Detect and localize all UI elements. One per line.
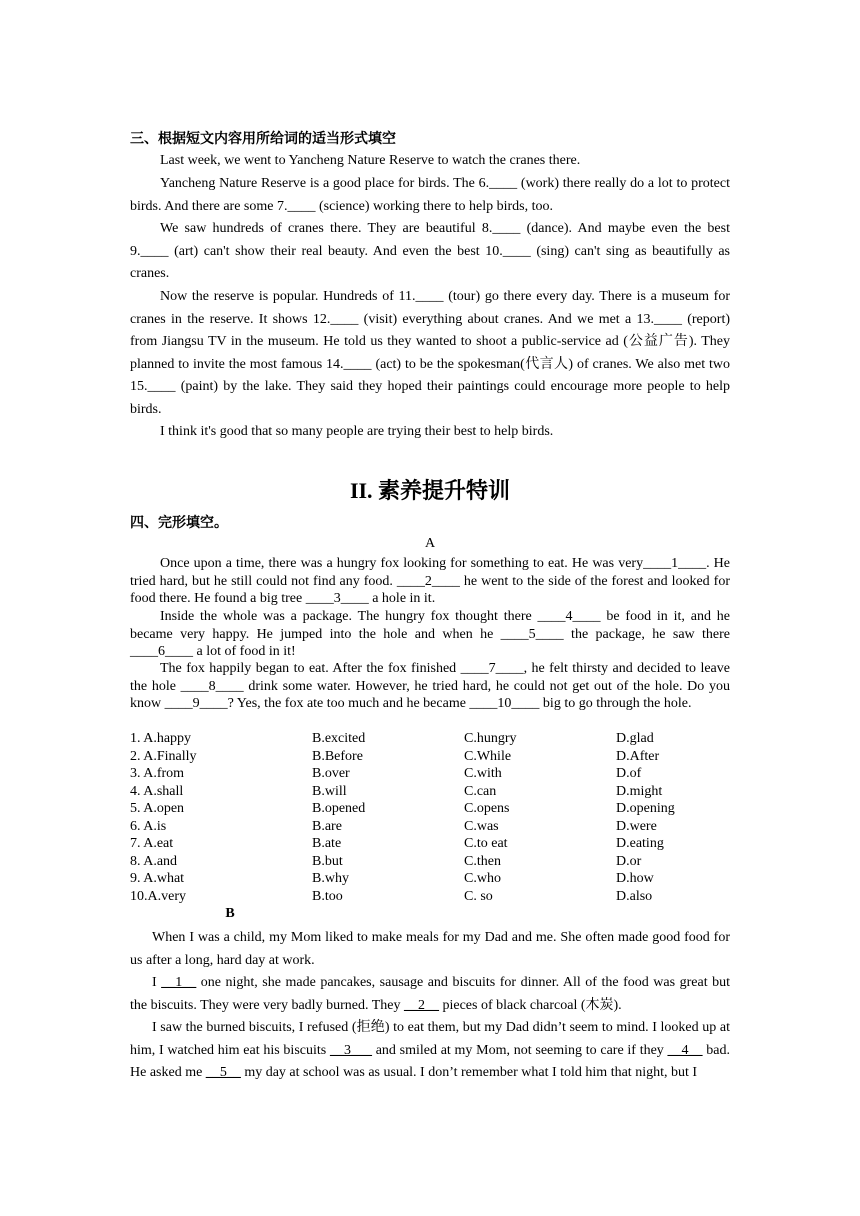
option-row [130,853,730,871]
section-3-heading: 三、根据短文内容用所给词的适当形式填空 [130,131,396,147]
option-d: D.how [616,871,654,886]
blank-4: __4__ [667,1042,703,1058]
option-b: B.will [312,783,347,799]
part-2-title: II. 素养提升特训 [349,478,511,503]
option-c: C.with [464,766,502,781]
option-b: B.ate [312,836,342,851]
passage-a-options [130,730,730,905]
option-a: 6. A.is [130,818,167,834]
blank-1: __1__ [161,975,197,990]
option-c: C. so [464,888,493,904]
passage-b-label: B [225,906,235,921]
option-d: D.or [616,853,642,869]
passage-b-paragraph-3 [130,1017,730,1085]
passage-a-paragraph-3: The fox happily began to eat. After the fox finished ____7____, he felt thirsty and decided to leave the hole ____8____ drink some water. However, he tried hard, he could not get out of the hole. Do you know ____9____? Yes, the fox ate too much and he became ____10____ big to go through the hole. [130,661,730,711]
option-a: 2. A.Finally [130,748,197,764]
blank-5: __5__ [205,1065,241,1081]
option-d: D.of [616,766,642,781]
option-c: C.then [464,853,501,869]
option-row [130,800,730,818]
option-d: D.glad [616,731,654,746]
text-run: I saw the burned biscuits, I refused (拒绝) to eat them, but my Dad didn’t seem to mind. I looked up at him, I watched him eat his biscuits [130,1020,730,1058]
option-d: D.also [616,888,653,904]
section-4-heading: 四、完形填空。 [130,515,228,531]
option-row [130,748,730,766]
text-run: I [152,975,162,990]
option-a: 3. A.from [130,766,185,781]
option-c: C.can [464,783,497,799]
option-a: 10.A.very [130,888,186,904]
option-c: C.opens [464,801,510,816]
section-3-paragraph-4: Now the reserve is popular. Hundreds of 11.____ (tour) go there every day. There is a museum for cranes in the reserve. It shows 12.____ (visit) everything about cranes. And we met a 13.____ (report) from Jiangsu TV in the museum. He told us they wanted to shoot a public-service ad (公益广告). They planned to invite the most famous 14.____ (act) to be the spokesman(代言人) of cranes. We also met two 15.____ (paint) by the lake. They said they hoped their paintings could encourage more people to help birds. [130,289,730,417]
passage-a-label: A [424,536,436,551]
option-row [130,888,730,906]
option-a: 4. A.shall [130,783,184,799]
section-3-paragraph-5: I think it's good that so many people are trying their best to help birds. [160,424,554,439]
option-a: 8. A.and [130,853,178,869]
section-3-paragraph-1: Last week, we went to Yancheng Nature Reserve to watch the cranes there. [160,153,581,168]
passage-b-paragraph-1: When I was a child, my Mom liked to make meals for my Dad and me. She often made good food for us after a long, hard day at work. [130,930,730,968]
option-row [130,870,730,888]
option-a: 9. A.what [130,871,185,886]
blank-3: __3___ [329,1042,372,1058]
text-run: pieces of black charcoal (木炭). [438,997,622,1013]
option-d: D.After [616,748,660,764]
option-a: 1. A.happy [130,731,192,746]
section-3-paragraph-2: Yancheng Nature Reserve is a good place for birds. The 6.____ (work) there really do a lot to protect birds. And there are some 7.____ (science) working there to help birds, too. [130,176,730,214]
passage-b-paragraph-2 [130,972,730,1017]
blank-2: __2__ [403,997,439,1013]
text-run: and smiled at my Mom, not seeming to care if they [371,1042,668,1058]
option-b: B.are [312,818,342,834]
text-run: bad. He asked me [130,1042,730,1081]
option-b: B.over [312,766,350,781]
option-b: B.but [312,853,343,869]
option-d: D.might [616,783,663,799]
option-b: B.opened [312,801,366,816]
option-row [130,730,730,748]
option-d: D.were [616,818,657,834]
text-run: one night, she made pancakes, sausage and biscuits for dinner. All of the food was great but the biscuits. They were very badly burned. They [130,975,731,1013]
option-row [130,765,730,783]
text-run: my day at school was as usual. I don’t remember what I told him that night, but I [240,1065,698,1081]
option-d: D.opening [616,801,675,816]
option-a: 5. A.open [130,801,185,816]
option-c: C.to eat [464,836,508,851]
passage-a-paragraph-1: Once upon a time, there was a hungry fox looking for something to eat. He was very____1____. He tried hard, but he still could not find any food. ____2____ he went to the side of the forest and looked for food there. He found a big tree ____3____ a hole in it. [130,556,730,606]
option-row [130,783,730,801]
option-c: C.was [464,818,499,834]
option-row [130,818,730,836]
option-b: B.why [312,871,349,886]
passage-a-paragraph-2: Inside the whole was a package. The hungry fox thought there ____4____ be food in it, and he became very happy. He jumped into the hole and when he ____5____ the package, he saw there ____6____ a lot of food in it! [130,609,730,659]
section-3-paragraph-3: We saw hundreds of cranes there. They are beautiful 8.____ (dance). And maybe even the best 9.____ (art) can't show their real beauty. And even the best 10.____ (sing) can't sing as beautifully as cranes. [130,221,730,282]
option-c: C.hungry [464,731,517,746]
option-b: B.excited [312,731,366,746]
option-row [130,835,730,853]
option-b: B.Before [312,748,363,764]
option-c: C.who [464,871,501,886]
option-c: C.While [464,748,512,764]
option-b: B.too [312,888,343,904]
option-d: D.eating [616,836,664,851]
option-a: 7. A.eat [130,836,174,851]
